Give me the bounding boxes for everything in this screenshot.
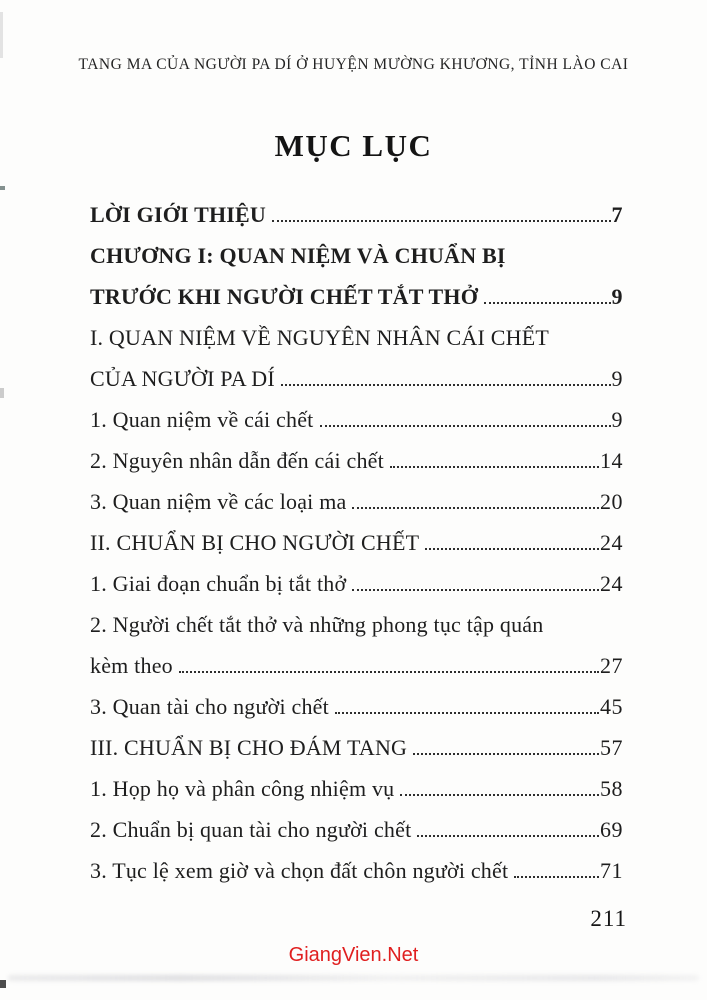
dot-leader [484, 302, 610, 304]
toc-line [90, 399, 623, 440]
toc-line [90, 768, 623, 809]
dot-leader [320, 425, 611, 427]
toc-entry-label: 1. Quan niệm về cái chết [90, 407, 314, 432]
toc-entry [90, 399, 623, 440]
toc-entry [90, 317, 623, 399]
toc-page-number: 71 [600, 858, 623, 883]
toc-page-number: 9 [611, 284, 623, 309]
toc-line [90, 276, 623, 317]
toc-entry-label: II. CHUẨN BỊ CHO NGƯỜI CHẾT [90, 530, 420, 555]
toc-line [90, 358, 623, 399]
toc-page-number: 14 [600, 448, 623, 473]
dot-leader [335, 712, 599, 714]
toc-line [90, 235, 623, 276]
toc-line [90, 440, 623, 481]
toc-line [90, 481, 623, 522]
scan-artifact [0, 186, 5, 190]
dot-leader [514, 876, 599, 878]
toc-entry [90, 604, 623, 686]
toc-page-number: 20 [600, 489, 623, 514]
dot-leader [272, 220, 610, 222]
toc-entry-label: 3. Quan niệm về các loại ma [90, 489, 347, 514]
toc-line [90, 604, 623, 645]
dot-leader [179, 671, 599, 673]
toc-page-number: 69 [600, 817, 623, 842]
dot-leader [413, 753, 599, 755]
toc-page-number: 7 [611, 202, 623, 227]
toc-entry [90, 850, 623, 891]
toc-entry-label: 2. Chuẩn bị quan tài cho người chết [90, 817, 412, 842]
toc-entry-label: CHƯƠNG I: QUAN NIỆM VÀ CHUẨN BỊ [90, 243, 506, 268]
toc-page-number: 24 [600, 530, 623, 555]
toc-entry [90, 194, 623, 235]
toc-line [90, 563, 623, 604]
toc-entry [90, 522, 623, 563]
dot-leader [352, 507, 599, 509]
toc-entry-label: LỜI GIỚI THIỆU [90, 202, 267, 227]
toc-entry [90, 809, 623, 850]
toc-entry [90, 440, 623, 481]
toc-entry [90, 563, 623, 604]
dot-leader [400, 794, 599, 796]
toc-page-number: 57 [600, 735, 623, 760]
toc-page-number: 27 [600, 653, 623, 678]
scan-artifact [0, 980, 6, 988]
toc-page-number: 9 [611, 407, 623, 432]
toc-page-number: 58 [600, 776, 623, 801]
scan-shadow [8, 975, 699, 981]
toc-page-number: 45 [600, 694, 623, 719]
scan-artifact [0, 388, 4, 398]
toc-entry-label: 2. Người chết tắt thở và những phong tục tập quán [90, 612, 544, 637]
toc-entry [90, 481, 623, 522]
toc-entry [90, 727, 623, 768]
toc-entry [90, 768, 623, 809]
toc-entry [90, 686, 623, 727]
toc-line [90, 522, 623, 563]
toc-entry [90, 235, 623, 317]
toc-entry-label: kèm theo [90, 653, 173, 678]
toc-line [90, 194, 623, 235]
toc-entry-label: 3. Quan tài cho người chết [90, 694, 329, 719]
toc-line [90, 645, 623, 686]
toc-entry-label: TRƯỚC KHI NGƯỜI CHẾT TẮT THỞ [90, 284, 479, 309]
toc-entry-label: 3. Tục lệ xem giờ và chọn đất chôn người chết [90, 858, 509, 883]
toc-page-number: 9 [611, 366, 623, 391]
table-of-contents [90, 194, 623, 891]
toc-line [90, 727, 623, 768]
toc-page-number: 24 [600, 571, 623, 596]
scan-artifact [0, 12, 3, 58]
page-title: MỤC LỤC [274, 128, 433, 163]
toc-line [90, 809, 623, 850]
toc-line [90, 686, 623, 727]
dot-leader [352, 589, 599, 591]
dot-leader [390, 466, 599, 468]
toc-entry-label: 2. Nguyên nhân dẫn đến cái chết [90, 448, 384, 473]
watermark-text: GiangVien.Net [288, 944, 419, 966]
toc-line [90, 317, 623, 358]
toc-entry-label: CỦA NGƯỜI PA DÍ [90, 366, 275, 391]
toc-entry-label: I. QUAN NIỆM VỀ NGUYÊN NHÂN CÁI CHẾT [90, 325, 549, 350]
dot-leader [417, 835, 599, 837]
running-header: TANG MA CỦA NGƯỜI PA DÍ Ở HUYỆN MƯỜNG KHƯƠNG, TỈNH LÀO CAI [78, 56, 629, 73]
toc-entry-label: 1. Họp họ và phân công nhiệm vụ [90, 776, 395, 801]
toc-entry-label: 1. Giai đoạn chuẩn bị tắt thở [90, 571, 347, 596]
dot-leader [425, 548, 599, 550]
dot-leader [281, 384, 611, 386]
toc-entry-label: III. CHUẨN BỊ CHO ĐÁM TANG [90, 735, 408, 760]
printed-page-number: 211 [590, 906, 627, 931]
toc-line [90, 850, 623, 891]
